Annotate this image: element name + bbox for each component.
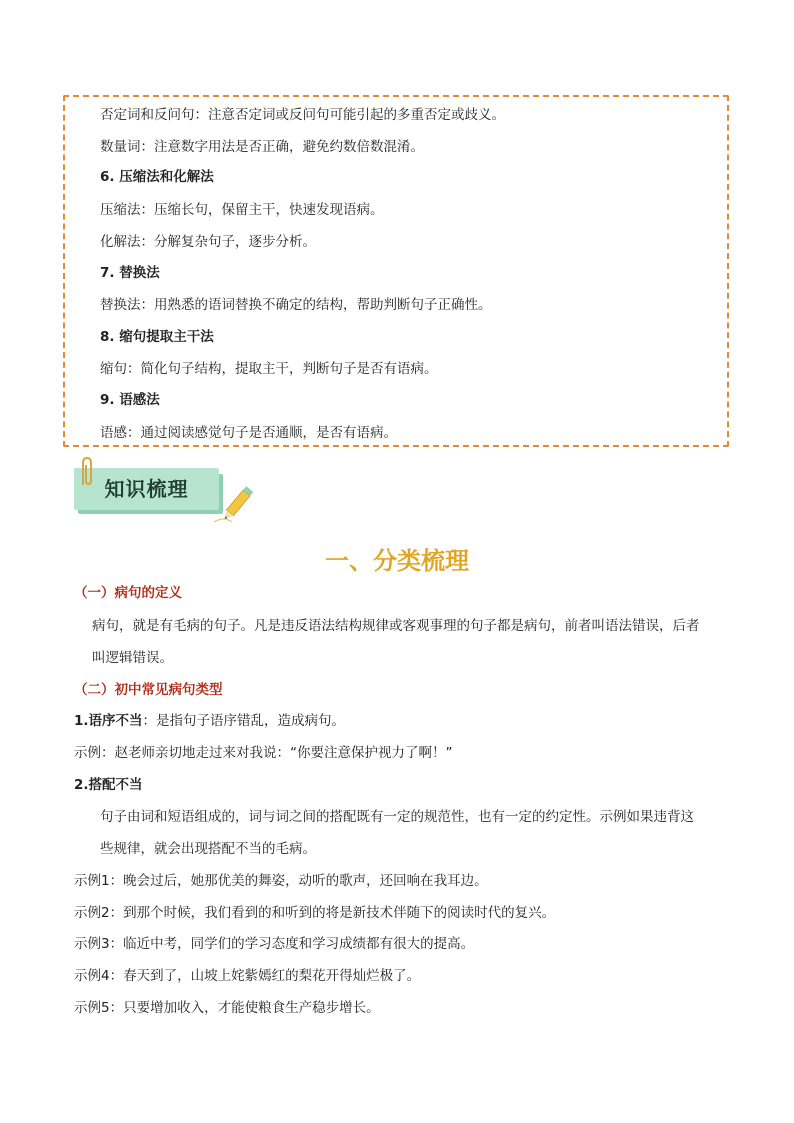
type-2-label: 2.搭配不当 [74,777,143,793]
paperclip-icon [76,455,98,489]
subheading-definition: （一）病句的定义 [74,585,182,601]
type-1-label: 1.语序不当 [74,713,143,729]
box-line-sense: 语感：通过阅读感觉句子是否通顺，是否有语病。 [100,425,397,441]
box-heading-9: 9. 语感法 [100,392,160,408]
box-line-shrink: 缩句：简化句子结构，提取主干，判断句子是否有语病。 [100,361,438,377]
definition-line-1: 病句，就是有毛病的句子。凡是违反语法结构规律或客观事理的句子都是病句，前者叫语法错误，后者 [92,618,700,634]
box-line-replace: 替换法：用熟悉的语词替换不确定的结构，帮助判断句子正确性。 [100,297,492,313]
type-2-desc-2: 些规律，就会出现搭配不当的毛病。 [100,841,316,857]
example-5: 示例5：只要增加收入，才能使粮食生产稳步增长。 [74,1000,380,1016]
banner-title: 知识梳理 [104,477,189,501]
subheading-types: （二）初中常见病句类型 [74,682,223,698]
pencil-icon [214,478,260,528]
example-4: 示例4：春天到了，山坡上姹紫嫣红的梨花开得灿烂极了。 [74,968,421,984]
box-heading-6: 6. 压缩法和化解法 [100,169,214,185]
type-2-desc-1: 句子由词和短语组成的，词与词之间的搭配既有一定的规范性，也有一定的约定性。示例如果违背这 [100,809,694,825]
box-line-compress: 压缩法：压缩长句，保留主干，快速发现语病。 [100,202,384,218]
box-line-negation: 否定词和反问句：注意否定词或反问句可能引起的多重否定或歧义。 [100,107,505,123]
box-line-quantity: 数量词：注意数字用法是否正确，避免约数倍数混淆。 [100,139,424,155]
type-1-line [74,712,345,730]
box-line-decompose: 化解法：分解复杂句子，逐步分析。 [100,234,316,250]
section-title: 一、分类梳理 [325,546,469,575]
box-heading-7: 7. 替换法 [100,265,160,281]
type-1-example: 示例：赵老师亲切地走过来对我说：“你要注意保护视力了啊！” [74,745,453,761]
example-3: 示例3：临近中考，同学们的学习态度和学习成绩都有很大的提高。 [74,936,475,952]
definition-line-2: 叫逻辑错误。 [92,650,173,666]
box-heading-8: 8. 缩句提取主干法 [100,329,214,345]
example-2: 示例2：到那个时候，我们看到的和听到的将是新技术伴随下的阅读时代的复兴。 [74,905,556,921]
type-1-text: ：是指句子语序错乱，造成病句。 [142,713,346,729]
example-1: 示例1：晚会过后，她那优美的舞姿，动听的歌声，还回响在我耳边。 [74,873,488,889]
